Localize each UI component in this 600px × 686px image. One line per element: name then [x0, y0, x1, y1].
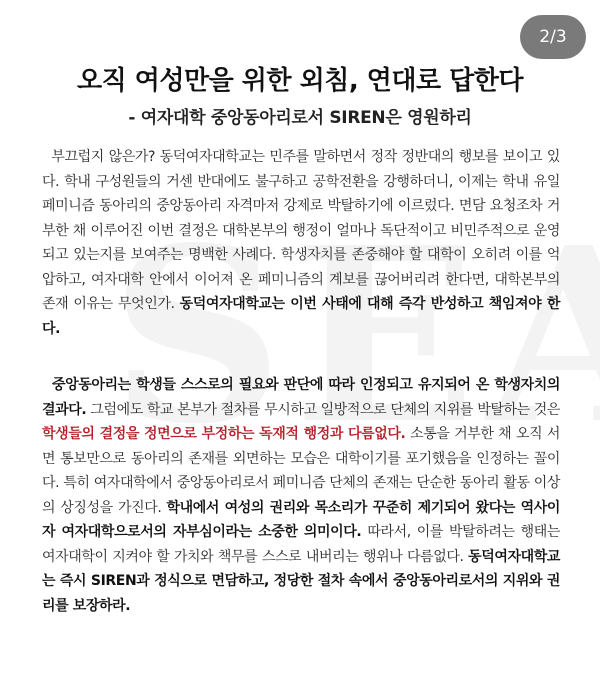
paragraph-1 [42, 145, 560, 341]
paragraph-2 [42, 373, 560, 618]
paragraph-2-text-2: 소통을 거부한 채 오직 서면 통보만으로 동아리의 존재를 외면하는 모습은 대학이기를 포기했음을 인정하는 꼴이다. 특히 여자대학에서 중앙동아리로서 페미니즘 단체의 존재는 단순한 동아리 활동 이상의 상징성을 가진다. [42, 426, 560, 516]
paragraph-2-bold-intro: 중앙동아리는 학생들 스스로의 필요와 판단에 따라 인정되고 유지되어 온 학생자치의 결과다. [42, 377, 561, 418]
paragraph-2-red-highlight: 학생들의 결정을 정면으로 부정하는 독재적 행정과 다름없다. [42, 426, 406, 442]
paragraph-2-text-3: 따라서, 이를 박탈하려는 행태는 여자대학이 지켜야 할 가치와 책무를 스스로 내버리는 행위나 다름없다. [42, 524, 560, 565]
paragraph-1-bold-demand: 동덕여자대학교는 이번 사태에 대해 즉각 반성하고 책임져야 한다. [42, 296, 560, 337]
document-title: 오직 여성만을 위한 외침, 연대로 답한다 [77, 66, 523, 96]
paragraph-2-text-1: 그럼에도 학교 본부가 절차를 무시하고 일방적으로 단체의 지위를 박탈하는 것은 [86, 401, 560, 418]
paragraph-2-bold-history: 학내에서 여성의 권리와 목소리가 꾸준히 제기되어 왔다는 역사이자 여자대학으로서의 자부심이라는 소중한 의미이다. [42, 499, 560, 540]
document-subtitle: - 여자대학 중앙동아리로서 SIREN은 영원하리 [128, 108, 472, 128]
paragraph-2-bold-demand: 동덕여자대학교는 즉시 SIREN과 정식으로 면담하고, 정당한 절차 속에서 중앙동아리로서의 지위와 권리를 보장하라. [42, 548, 560, 614]
paragraph-1-text: 부끄럽지 않은가? 동덕여자대학교는 민주를 말하면서 정작 정반대의 행보를 보이고 있다. 학내 구성원들의 거센 반대에도 불구하고 공학전환을 강행하더니, 이제는 학내 유일 페미니즘 동아리의 중앙동아리 자격마저 강제로 박탈하기에 이르렀다. 면담 요청조차 거부한 채 이루어진 이번 결정은 대학본부의 행정이 얼마나 독단적이고 비민주적으로 운영되고 있는지를 보여주는 명백한 사례다. 학생자치를 존중해야 할 대학이 오히려 이를 억압하고, 여자대학 안에서 이어져 온 페미니즘의 계보를 끊어버리려 한다면, 대학본부의 존재 이유는 무엇인가. [42, 149, 560, 312]
page-indicator-badge: 2/3 [520, 15, 586, 59]
